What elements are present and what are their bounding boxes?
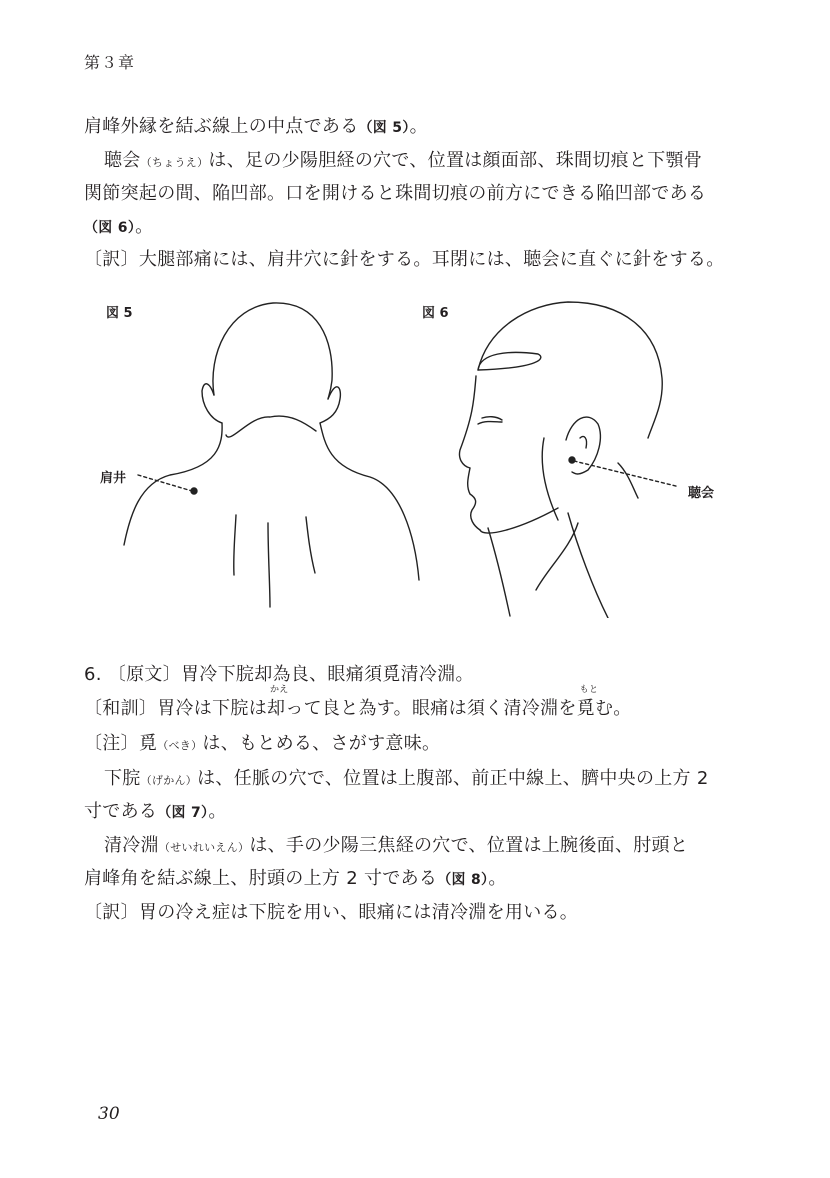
figure-reference: （図 7）: [157, 805, 209, 821]
figure-5-back-illustration: [110, 295, 450, 615]
reading: （せいれいえん）: [158, 841, 250, 854]
figure-reference: （図 8）: [437, 872, 489, 888]
reading: （ちょうえ）: [140, 156, 209, 169]
note-line: 〔注〕覓（べき）は、もとめる、さがす意味。: [84, 733, 441, 754]
term: 下脘: [104, 768, 141, 789]
term: 清冷淵: [104, 835, 159, 856]
translation-line: 〔訳〕胃の冷え症は下脘を用い、眼痛には清冷淵を用いる。: [84, 902, 579, 923]
paragraph-line: 肩峰角を結ぶ線上、肘頭の上方 2 寸である（図 8）。: [84, 868, 507, 889]
reading: （べき）: [157, 739, 203, 752]
point-label-kensei: 肩井: [100, 471, 127, 486]
ruby: かえ: [270, 685, 289, 695]
paragraph-line: 下脘（げかん）は、任脈の穴で、位置は上腹部、前正中線上、臍中央の上方 2: [104, 768, 709, 789]
figure-6-label: 図 6: [422, 306, 449, 321]
paragraph-line: 聴会（ちょうえ）は、足の少陽胆経の穴で、位置は顔面部、珠間切痕と下顎骨: [104, 150, 703, 171]
translation-line: 〔訳〕大腿部痛には、肩井穴に針をする。耳閉には、聴会に直ぐに針をする。: [84, 249, 725, 270]
figure-6-profile-illustration: [448, 298, 678, 618]
paragraph-line: 関節突起の間、陥凹部。口を開けると珠間切痕の前方にできる陥凹部である: [84, 183, 707, 204]
chapter-heading: 第３章: [84, 53, 136, 72]
reading: （げかん）: [140, 774, 198, 787]
figure-5-label: 図 5: [106, 306, 133, 321]
figure-reference: （図 5）: [358, 120, 410, 136]
paragraph-line: （図 6）。: [84, 216, 154, 237]
genbun-line: 6. 〔原文〕胃冷下脘却為良、眼痛須覓清冷淵。: [84, 664, 474, 685]
point-label-choue: 聴会: [688, 486, 715, 501]
paragraph-line: 肩峰外縁を結ぶ線上の中点である（図 5）。: [84, 116, 428, 137]
term: 聴会: [104, 150, 141, 171]
wakun-line: 〔和訓〕胃冷は下脘は かえ 却って良と為す。眼痛は須く清冷淵を もと 覓む。: [84, 694, 632, 720]
page-number: 30: [98, 1104, 120, 1124]
paragraph-line: 清冷淵（せいれいえん）は、手の少陽三焦経の穴で、位置は上腕後面、肘頭と: [104, 835, 689, 856]
figure-reference: （図 6）: [84, 220, 136, 236]
paragraph-line: 寸である（図 7）。: [84, 801, 227, 822]
ruby: もと: [579, 685, 599, 695]
